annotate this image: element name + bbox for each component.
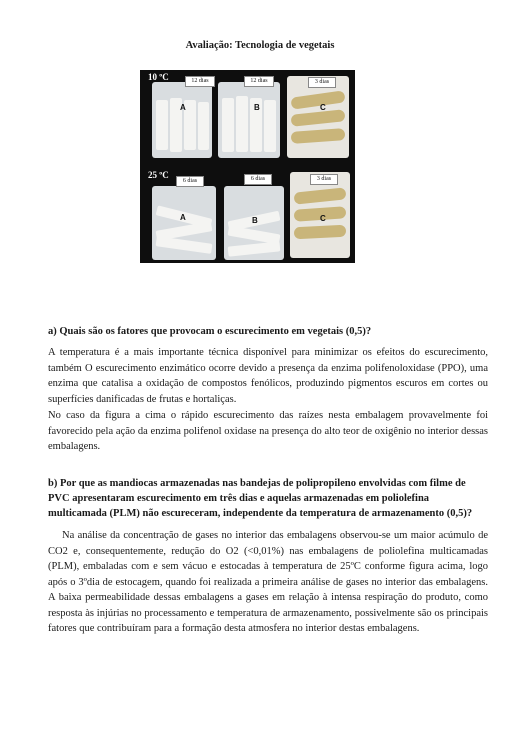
sample-bag-a — [152, 186, 216, 260]
sample-letter: B — [252, 216, 258, 225]
sample-letter: B — [254, 103, 260, 112]
days-tag: 3 dias — [308, 77, 336, 88]
sample-letter: A — [180, 103, 186, 112]
photo-panel-10c — [140, 70, 355, 162]
temperature-label: 25 ºC — [148, 170, 169, 180]
answer-a-paragraph-1: A temperatura é a mais importante técnica disponível para minimizar os efeitos do escurecimento, também O escurecimento enzimático ocorre devido a presença da enzima polifenoloxidase (PPO), uma enzima que catalisa a oxidação de compostos fenólicos, produzindo pigmentos escuros em cortes ou superfícies danificadas de frutas e hortaliças. — [48, 347, 488, 405]
question-a-heading: a) Quais são os fatores que provocam o escurecimento em vegetais (0,5)? — [48, 326, 372, 337]
sample-letter: C — [320, 103, 326, 112]
sample-letter: C — [320, 214, 326, 223]
days-tag: 3 dias — [310, 174, 338, 185]
cassava-storage-photo — [140, 70, 355, 263]
days-tag: 12 dias — [185, 76, 215, 87]
sample-tray-c — [287, 76, 349, 158]
sample-bag-a — [152, 82, 212, 158]
sample-letter: A — [180, 213, 186, 222]
answer-b-paragraph: Na análise da concentração de gases no interior das embalagens observou-se um maior acúmulo de CO2 e, consequentemente, redução do O2 (<0,01%) nas embalagens de poliolefina multicamadas (PLM), embaladas com e sem vácuo e estocadas à temperatura de 25ºC conforme figura acima, logo após o 3ºdia de estocagem, quando foi realizada a primeira análise de gases no interior das embalagens. A baixa permeabilidade dessas embalagens a gases em relação à intensa respiração do produto, como resposta às injúrias no processamento e temperatura de armazenamento, possivelmente são os principais fatores que contribuíram para a formação desta atmosfera no interior destas embalagens. — [48, 530, 488, 634]
sample-bag-b — [218, 82, 280, 158]
question-b-heading: b) Por que as mandiocas armazenadas nas bandejas de polipropileno envolvidas com filme de PVC apresentaram escurecimento em três dias e aquelas armazenadas em poliolefina multicamada (PLM) não escureceram, independente da temperatura de armazenamento (0,5)? — [48, 478, 473, 519]
photo-panel-25c — [140, 168, 355, 263]
days-tag: 12 dias — [244, 76, 274, 87]
days-tag: 6 dias — [176, 176, 204, 187]
answer-a-paragraph-2: No caso da figura a cima o rápido escurecimento das raízes nesta embalagem provavelmente foi favorecido pela ação da enzima polifenol oxidase na presença do alto teor de oxigênio no interior dessas embalagens. — [48, 410, 488, 452]
page-title: Avaliação: Tecnologia de vegetais — [185, 40, 335, 51]
temperature-label: 10 ºC — [148, 72, 169, 82]
days-tag: 6 dias — [244, 174, 272, 185]
